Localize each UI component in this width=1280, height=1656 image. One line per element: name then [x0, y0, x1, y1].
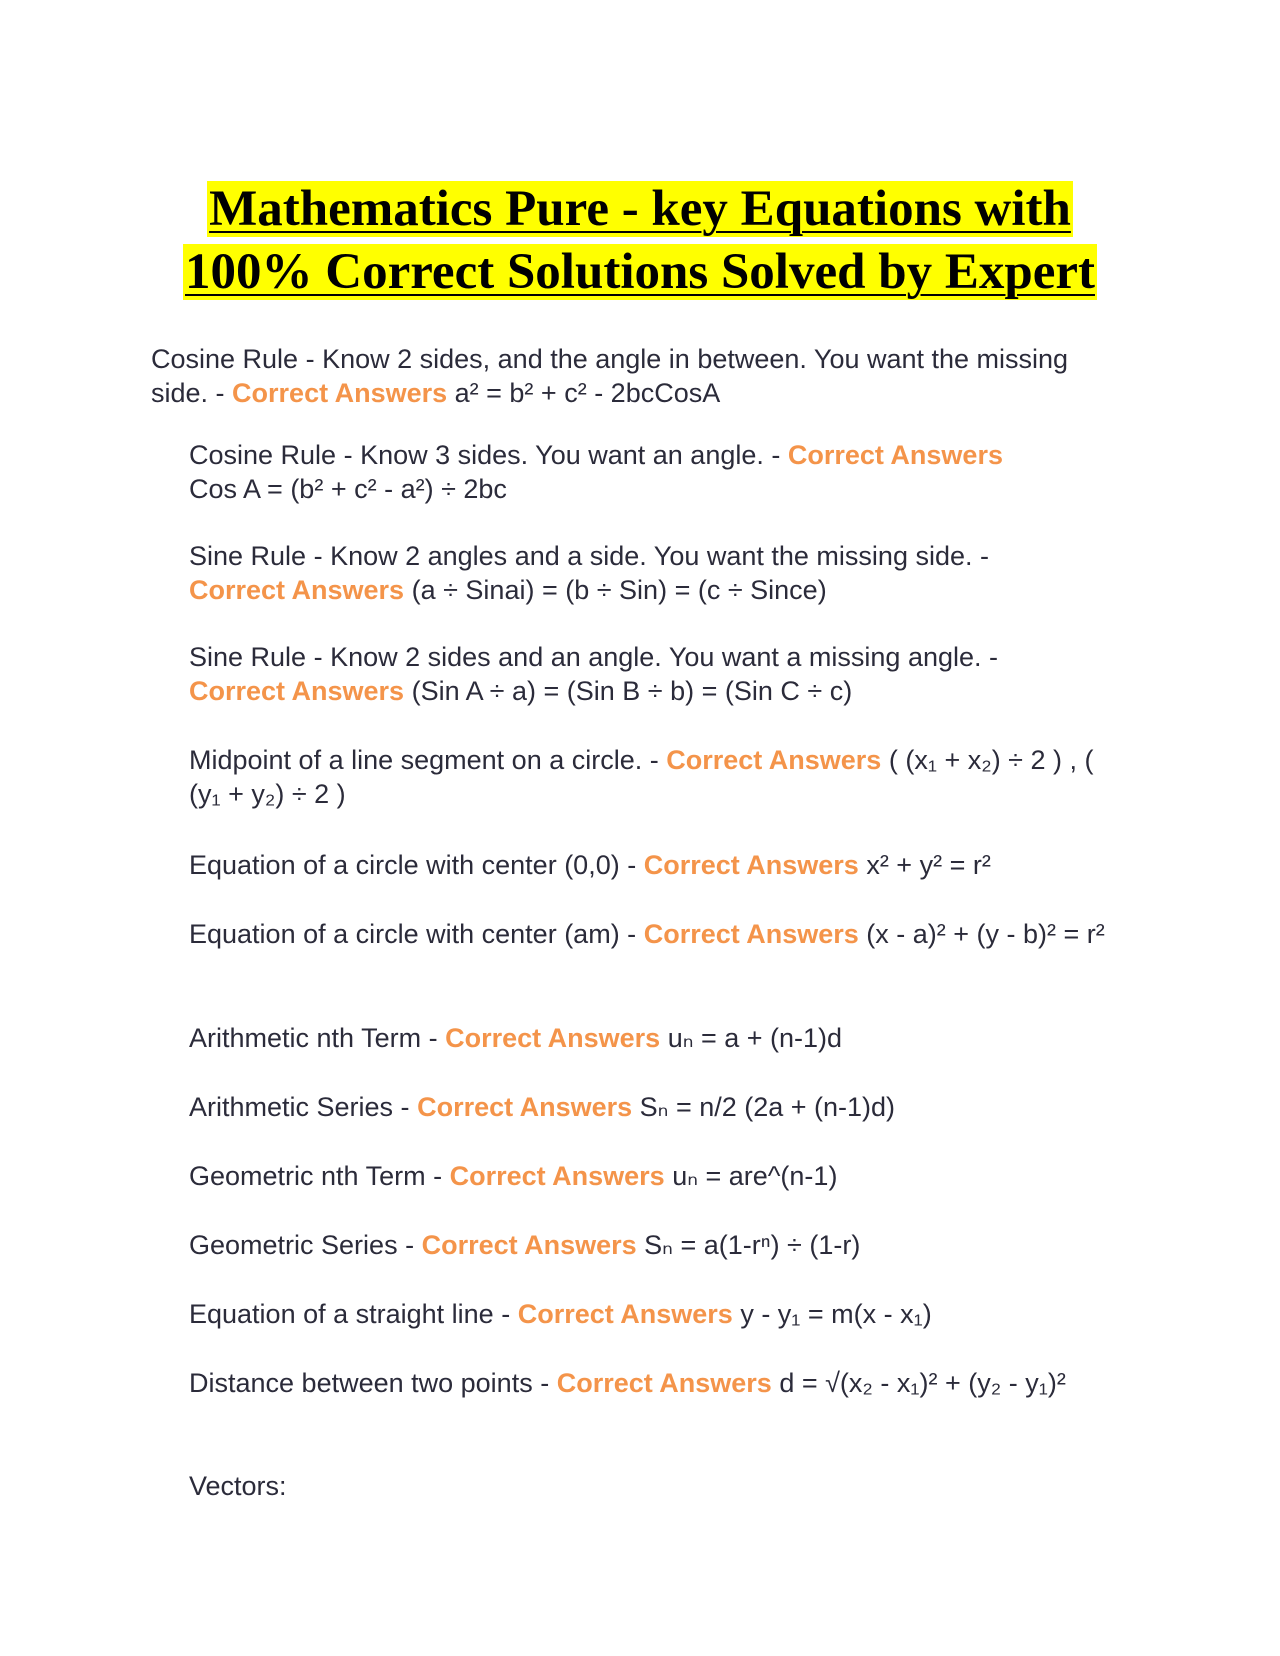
- title-line-2: 100% Correct Solutions Solved by Expert: [185, 244, 1095, 300]
- entry-answer: a² = b² + c² - 2bcCosA: [454, 378, 721, 408]
- entry-question: Equation of a circle with center (am) -: [189, 919, 637, 949]
- entry-arithmetic-nth-term: [189, 1021, 1139, 1055]
- entry-answer: Cos A = (b² + c² - a²) ÷ 2bc: [189, 474, 507, 504]
- correct-answers-label: Correct Answers: [517, 1299, 733, 1329]
- correct-answers-label: Correct Answers: [643, 919, 859, 949]
- entry-circle-center: [189, 917, 1129, 951]
- entry-answer: ( (x₁ + x₂) ÷ 2 ) , ( (y₁ + y₂) ÷ 2 ): [189, 745, 1094, 809]
- entry-distance-two-points: [189, 1366, 1109, 1400]
- vectors-heading: Vectors:: [189, 1471, 287, 1501]
- entry-question: Midpoint of a line segment on a circle. -: [189, 745, 659, 775]
- entry-answer: (x - a)² + (y - b)² = r²: [866, 919, 1105, 949]
- entry-circle-origin: [189, 848, 1139, 882]
- entry-answer: d = √(x₂ - x₁)² + (y₂ - y₁)²: [779, 1368, 1066, 1398]
- correct-answers-label: Correct Answers: [445, 1023, 661, 1053]
- entry-sine-rule-missing-side: [189, 539, 1139, 607]
- entry-answer: uₙ = a + (n-1)d: [667, 1023, 843, 1053]
- entry-answer: y - y₁ = m(x - x₁): [740, 1299, 932, 1329]
- entry-answer: (Sin A ÷ a) = (Sin B ÷ b) = (Sin C ÷ c): [411, 676, 853, 706]
- entry-cosine-rule-missing-side: [151, 342, 1071, 410]
- entry-answer: Sₙ = n/2 (2a + (n-1)d): [639, 1092, 896, 1122]
- entry-question: Distance between two points -: [189, 1368, 550, 1398]
- entry-question: Equation of a circle with center (0,0) -: [189, 850, 637, 880]
- document-title: [0, 178, 1280, 304]
- correct-answers-label: Correct Answers: [787, 440, 1003, 470]
- entry-question: Sine Rule - Know 2 angles and a side. You want the missing side. -: [189, 541, 989, 571]
- entry-question: Geometric nth Term -: [189, 1161, 443, 1191]
- correct-answers-label: Correct Answers: [666, 745, 882, 775]
- entry-geometric-nth-term: [189, 1159, 1139, 1193]
- entry-cosine-rule-angle: [189, 438, 1139, 506]
- entry-question: Cosine Rule - Know 2 sides, and the angle in between. You want the missing side. -: [151, 344, 1069, 408]
- entry-midpoint: [189, 743, 1109, 811]
- correct-answers-label: Correct Answers: [556, 1368, 772, 1398]
- entry-question: Cosine Rule - Know 3 sides. You want an angle. -: [189, 440, 781, 470]
- title-line-1: Mathematics Pure - key Equations with: [209, 181, 1071, 237]
- entry-answer: (a ÷ Sinai) = (b ÷ Sin) = (c ÷ Since): [411, 575, 827, 605]
- entry-geometric-series: [189, 1228, 1139, 1262]
- entry-question: Sine Rule - Know 2 sides and an angle. You want a missing angle. -: [189, 642, 999, 672]
- entry-answer: Sₙ = a(1-rⁿ) ÷ (1-r): [644, 1230, 861, 1260]
- correct-answers-label: Correct Answers: [417, 1092, 633, 1122]
- entry-question: Arithmetic Series -: [189, 1092, 410, 1122]
- entry-answer: x² + y² = r²: [866, 850, 991, 880]
- entry-arithmetic-series: [189, 1090, 1139, 1124]
- entry-question: Geometric Series -: [189, 1230, 415, 1260]
- correct-answers-label: Correct Answers: [449, 1161, 665, 1191]
- correct-answers-label: Correct Answers: [189, 575, 405, 605]
- correct-answers-label: Correct Answers: [643, 850, 859, 880]
- entry-answer: uₙ = are^(n-1): [672, 1161, 838, 1191]
- correct-answers-label: Correct Answers: [421, 1230, 637, 1260]
- entry-question: Equation of a straight line -: [189, 1299, 511, 1329]
- correct-answers-label: Correct Answers: [232, 378, 448, 408]
- entry-question: Arithmetic nth Term -: [189, 1023, 438, 1053]
- entry-sine-rule-missing-angle: [189, 640, 1139, 708]
- entry-straight-line: [189, 1297, 1139, 1331]
- correct-answers-label: Correct Answers: [189, 676, 405, 706]
